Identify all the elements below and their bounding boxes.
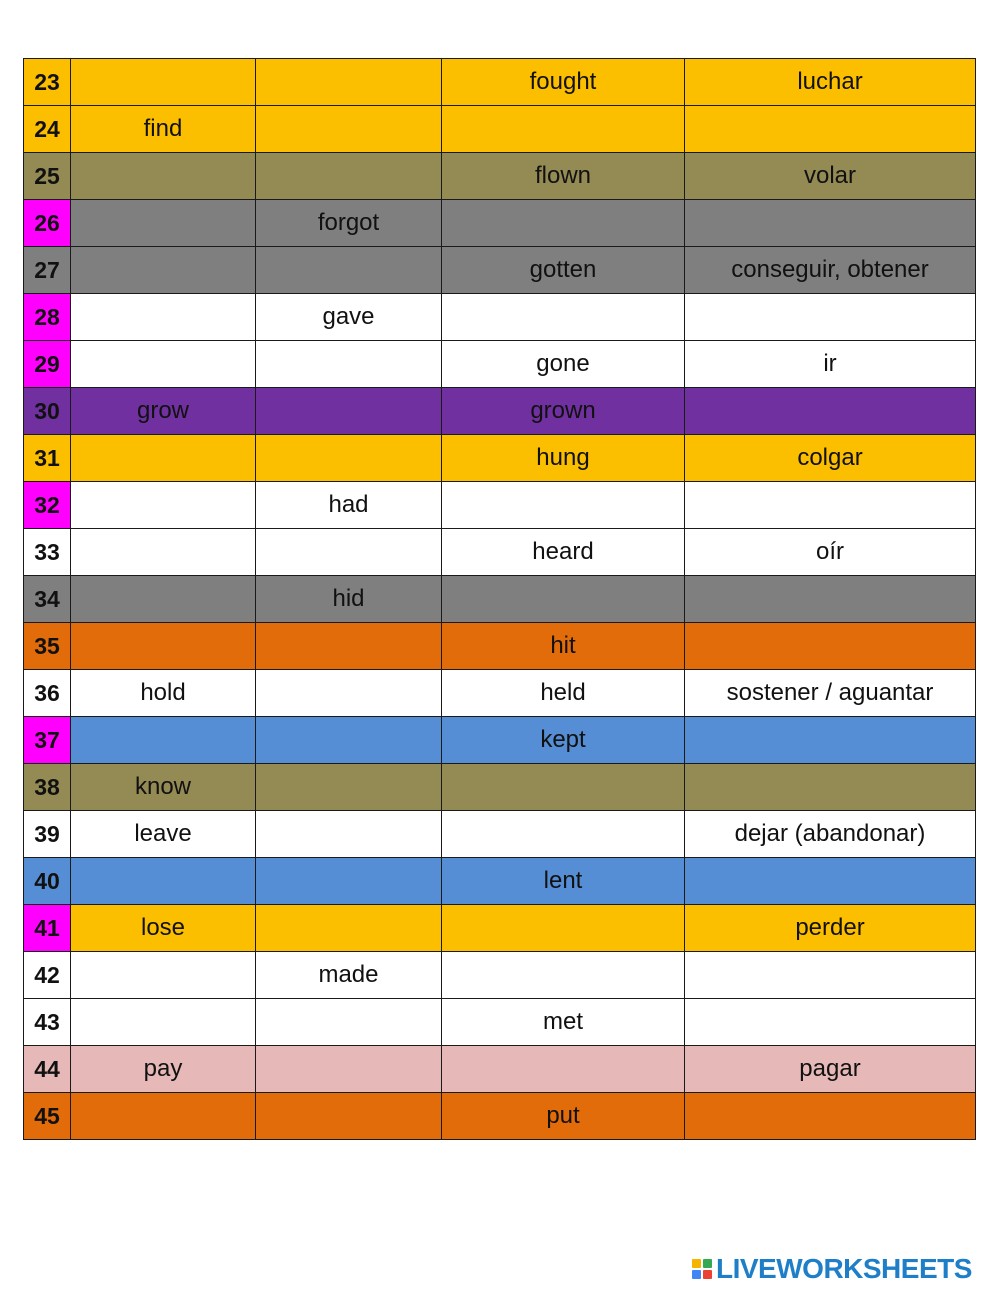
infinitive-cell[interactable] [71, 576, 256, 623]
spanish-cell: conseguir, obtener [685, 247, 976, 294]
answer-input[interactable] [442, 577, 684, 621]
answer-input[interactable] [685, 765, 975, 809]
table-row [24, 999, 976, 1046]
infinitive-cell[interactable] [71, 435, 256, 482]
past-participle-cell: gone [442, 341, 685, 388]
past-participle-cell[interactable] [442, 576, 685, 623]
answer-input[interactable] [442, 483, 684, 527]
table-row [24, 858, 976, 905]
past-participle-cell[interactable] [442, 200, 685, 247]
past-participle-cell: heard [442, 529, 685, 576]
answer-input[interactable] [71, 248, 255, 292]
row-number: 25 [24, 153, 71, 200]
answer-input[interactable] [685, 859, 975, 903]
liveworksheets-logo-icon [692, 1259, 712, 1279]
past-participle-cell: grown [442, 388, 685, 435]
past-simple-cell[interactable] [256, 764, 442, 811]
answer-input[interactable] [71, 295, 255, 339]
spanish-cell: ir [685, 341, 976, 388]
past-participle-cell: kept [442, 717, 685, 764]
answer-input[interactable] [256, 718, 441, 762]
table-row [24, 200, 976, 247]
row-number: 31 [24, 435, 71, 482]
answer-input[interactable] [256, 389, 441, 433]
answer-input[interactable] [256, 765, 441, 809]
answer-input[interactable] [442, 765, 684, 809]
logo-text: LIVEWORKSHEETS [716, 1253, 972, 1284]
spanish-cell[interactable] [685, 576, 976, 623]
past-participle-cell: flown [442, 153, 685, 200]
row-number: 27 [24, 247, 71, 294]
past-simple-cell: had [256, 482, 442, 529]
table-row [24, 482, 976, 529]
answer-input[interactable] [685, 483, 975, 527]
answer-input[interactable] [685, 624, 975, 668]
past-participle-cell: lent [442, 858, 685, 905]
past-simple-cell[interactable] [256, 999, 442, 1046]
past-participle-cell: gotten [442, 247, 685, 294]
liveworksheets-logo [692, 1254, 972, 1284]
answer-input[interactable] [71, 953, 255, 997]
answer-input[interactable] [256, 812, 441, 856]
table-row [24, 952, 976, 999]
answer-input[interactable] [71, 60, 255, 104]
row-number: 37 [24, 717, 71, 764]
past-simple-cell[interactable] [256, 388, 442, 435]
spanish-cell[interactable] [685, 999, 976, 1046]
row-number: 39 [24, 811, 71, 858]
answer-input[interactable] [685, 953, 975, 997]
answer-input[interactable] [256, 154, 441, 198]
spanish-cell[interactable] [685, 200, 976, 247]
answer-input[interactable] [256, 671, 441, 715]
infinitive-cell[interactable] [71, 200, 256, 247]
row-number: 36 [24, 670, 71, 717]
spanish-cell: colgar [685, 435, 976, 482]
past-participle-cell: held [442, 670, 685, 717]
answer-input[interactable] [256, 1094, 441, 1138]
past-participle-cell[interactable] [442, 905, 685, 952]
answer-input[interactable] [71, 718, 255, 762]
past-participle-cell[interactable] [442, 764, 685, 811]
infinitive-cell: leave [71, 811, 256, 858]
past-simple-cell[interactable] [256, 670, 442, 717]
spanish-cell[interactable] [685, 106, 976, 153]
spanish-cell: sostener / aguantar [685, 670, 976, 717]
past-participle-cell[interactable] [442, 1046, 685, 1093]
row-number: 32 [24, 482, 71, 529]
answer-input[interactable] [442, 295, 684, 339]
answer-input[interactable] [256, 107, 441, 151]
answer-input[interactable] [71, 342, 255, 386]
past-simple-cell: hid [256, 576, 442, 623]
spanish-cell: volar [685, 153, 976, 200]
infinitive-cell[interactable] [71, 952, 256, 999]
table-row [24, 294, 976, 341]
answer-input[interactable] [71, 1094, 255, 1138]
answer-input[interactable] [442, 906, 684, 950]
past-simple-cell[interactable] [256, 59, 442, 106]
answer-input[interactable] [442, 953, 684, 997]
spanish-cell[interactable] [685, 717, 976, 764]
row-number: 28 [24, 294, 71, 341]
infinitive-cell[interactable] [71, 717, 256, 764]
infinitive-cell[interactable] [71, 341, 256, 388]
spanish-cell[interactable] [685, 623, 976, 670]
spanish-cell[interactable] [685, 482, 976, 529]
infinitive-cell[interactable] [71, 623, 256, 670]
row-number: 38 [24, 764, 71, 811]
answer-input[interactable] [256, 859, 441, 903]
answer-input[interactable] [685, 1094, 975, 1138]
table-row [24, 623, 976, 670]
answer-input[interactable] [71, 201, 255, 245]
answer-input[interactable] [71, 154, 255, 198]
infinitive-cell: find [71, 106, 256, 153]
answer-input[interactable] [256, 906, 441, 950]
table-row [24, 59, 976, 106]
infinitive-cell: hold [71, 670, 256, 717]
answer-input[interactable] [685, 107, 975, 151]
verb-table-body [24, 59, 976, 1140]
answer-input[interactable] [256, 342, 441, 386]
infinitive-cell[interactable] [71, 529, 256, 576]
infinitive-cell[interactable] [71, 247, 256, 294]
past-simple-cell[interactable] [256, 1046, 442, 1093]
infinitive-cell: grow [71, 388, 256, 435]
answer-input[interactable] [685, 201, 975, 245]
answer-input[interactable] [71, 577, 255, 621]
past-participle-cell[interactable] [442, 106, 685, 153]
answer-input[interactable] [256, 530, 441, 574]
spanish-cell: pagar [685, 1046, 976, 1093]
row-number: 29 [24, 341, 71, 388]
past-participle-cell: hung [442, 435, 685, 482]
past-simple-cell[interactable] [256, 623, 442, 670]
spanish-cell[interactable] [685, 858, 976, 905]
verb-table [23, 58, 976, 1140]
past-simple-cell[interactable] [256, 905, 442, 952]
table-row [24, 670, 976, 717]
table-row [24, 1093, 976, 1140]
answer-input[interactable] [442, 201, 684, 245]
past-simple-cell[interactable] [256, 106, 442, 153]
past-simple-cell[interactable] [256, 529, 442, 576]
row-number: 34 [24, 576, 71, 623]
table-row [24, 153, 976, 200]
past-simple-cell: forgot [256, 200, 442, 247]
infinitive-cell[interactable] [71, 294, 256, 341]
infinitive-cell: lose [71, 905, 256, 952]
answer-input[interactable] [685, 718, 975, 762]
row-number: 40 [24, 858, 71, 905]
answer-input[interactable] [685, 389, 975, 433]
past-simple-cell[interactable] [256, 435, 442, 482]
spanish-cell[interactable] [685, 388, 976, 435]
answer-input[interactable] [256, 436, 441, 480]
past-participle-cell: put [442, 1093, 685, 1140]
infinitive-cell[interactable] [71, 999, 256, 1046]
infinitive-cell[interactable] [71, 153, 256, 200]
answer-input[interactable] [685, 1000, 975, 1044]
table-row [24, 764, 976, 811]
past-simple-cell[interactable] [256, 341, 442, 388]
table-row [24, 435, 976, 482]
answer-input[interactable] [685, 577, 975, 621]
table-row [24, 905, 976, 952]
row-number: 42 [24, 952, 71, 999]
answer-input[interactable] [256, 1000, 441, 1044]
spanish-cell: oír [685, 529, 976, 576]
answer-input[interactable] [71, 859, 255, 903]
past-participle-cell[interactable] [442, 482, 685, 529]
answer-input[interactable] [71, 436, 255, 480]
spanish-cell[interactable] [685, 1093, 976, 1140]
table-row [24, 529, 976, 576]
table-row [24, 576, 976, 623]
infinitive-cell[interactable] [71, 482, 256, 529]
answer-input[interactable] [71, 483, 255, 527]
answer-input[interactable] [71, 624, 255, 668]
spanish-cell[interactable] [685, 764, 976, 811]
answer-input[interactable] [442, 107, 684, 151]
past-simple-cell[interactable] [256, 811, 442, 858]
row-number: 26 [24, 200, 71, 247]
answer-input[interactable] [442, 812, 684, 856]
row-number: 30 [24, 388, 71, 435]
past-participle-cell[interactable] [442, 952, 685, 999]
past-participle-cell[interactable] [442, 811, 685, 858]
past-simple-cell: gave [256, 294, 442, 341]
infinitive-cell[interactable] [71, 858, 256, 905]
row-number: 43 [24, 999, 71, 1046]
row-number: 45 [24, 1093, 71, 1140]
spanish-cell: luchar [685, 59, 976, 106]
table-row [24, 717, 976, 764]
past-simple-cell[interactable] [256, 858, 442, 905]
answer-input[interactable] [256, 1047, 441, 1091]
spanish-cell: perder [685, 905, 976, 952]
row-number: 33 [24, 529, 71, 576]
table-row [24, 388, 976, 435]
table-row [24, 1046, 976, 1093]
answer-input[interactable] [71, 1000, 255, 1044]
spanish-cell: dejar (abandonar) [685, 811, 976, 858]
answer-input[interactable] [71, 530, 255, 574]
past-simple-cell[interactable] [256, 153, 442, 200]
past-simple-cell[interactable] [256, 247, 442, 294]
past-participle-cell: met [442, 999, 685, 1046]
infinitive-cell[interactable] [71, 59, 256, 106]
spanish-cell[interactable] [685, 294, 976, 341]
row-number: 23 [24, 59, 71, 106]
past-participle-cell: hit [442, 623, 685, 670]
answer-input[interactable] [256, 624, 441, 668]
past-participle-cell[interactable] [442, 294, 685, 341]
table-row [24, 811, 976, 858]
past-simple-cell: made [256, 952, 442, 999]
infinitive-cell: know [71, 764, 256, 811]
answer-input[interactable] [442, 1047, 684, 1091]
past-simple-cell[interactable] [256, 717, 442, 764]
past-simple-cell[interactable] [256, 1093, 442, 1140]
infinitive-cell: pay [71, 1046, 256, 1093]
infinitive-cell[interactable] [71, 1093, 256, 1140]
row-number: 44 [24, 1046, 71, 1093]
table-row [24, 106, 976, 153]
past-participle-cell: fought [442, 59, 685, 106]
answer-input[interactable] [256, 60, 441, 104]
row-number: 24 [24, 106, 71, 153]
row-number: 35 [24, 623, 71, 670]
table-row [24, 247, 976, 294]
answer-input[interactable] [685, 295, 975, 339]
answer-input[interactable] [256, 248, 441, 292]
spanish-cell[interactable] [685, 952, 976, 999]
row-number: 41 [24, 905, 71, 952]
table-row [24, 341, 976, 388]
